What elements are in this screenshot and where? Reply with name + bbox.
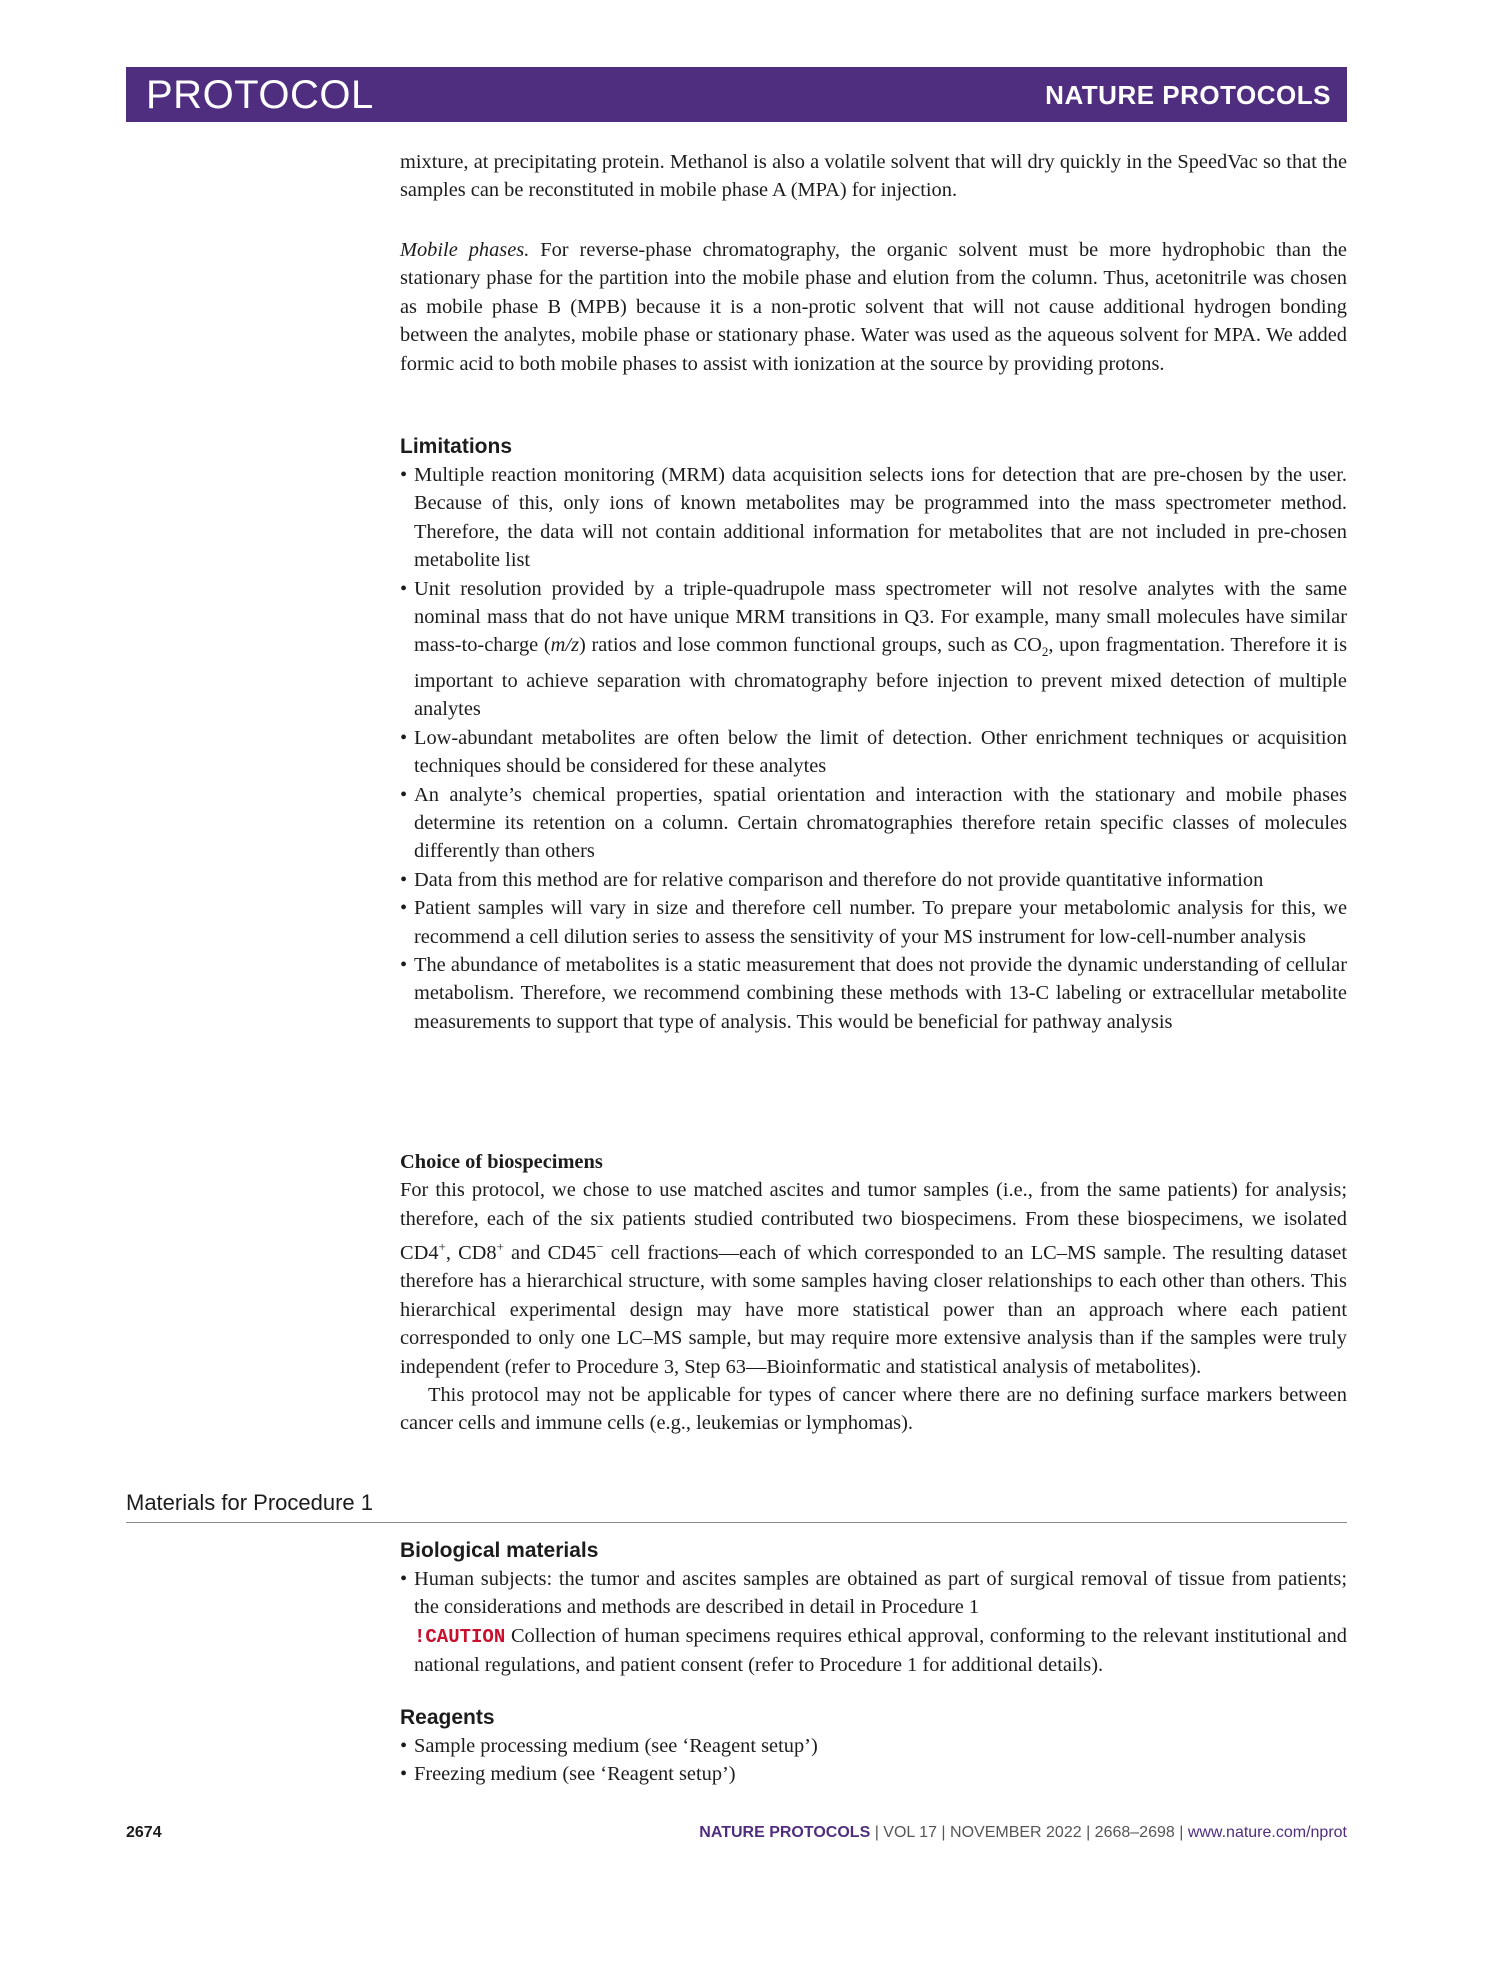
header-journal-name: NATURE PROTOCOLS: [1045, 80, 1331, 110]
materials-section-title: Materials for Procedure 1: [126, 1490, 373, 1515]
journal-url-link[interactable]: www.nature.com/nprot: [1187, 1824, 1347, 1841]
limitations-section: [400, 433, 1347, 1036]
paragraph-mobile-phases: [400, 236, 1347, 378]
limitations-heading: Limitations: [400, 435, 513, 458]
caution-note: !CAUTION Collection of human specimens requires ethical approval, conforming to the relevant institutional and national regulations, and patient consent (refer to Procedure 1 for additional details).: [414, 1624, 1347, 1677]
biospecimens-paragraph: For this protocol, we chose to use matched ascites and tumor samples (i.e., from the same patients) for analysis; therefore, each of the six patients studied contributed two biospecimens. From these biospecimens, we isolated CD4+, CD8+ and CD45− cell fractions—each of which corresponded to an LC–MS sample. The resulting dataset therefore has a hierarchical structure, with some samples having closer relationships to each other than others. This hierarchical experimental design may have more statistical power than an approach where each patient corresponded to only one LC–MS sample, but may require more extensive analysis than if the samples were truly independent (refer to Procedure 3, Step 63—Bioinformatic and statistical analysis of metabolites).: [400, 1179, 1347, 1378]
list-item: • Freezing medium (see ‘Reagent setup’): [400, 1760, 1347, 1788]
limitations-list: [400, 461, 1347, 1036]
list-item: • Sample processing medium (see ‘Reagent setup’): [400, 1732, 1347, 1760]
biological-materials-heading: Biological materials: [400, 1539, 599, 1562]
biospecimens-heading: Choice of biospecimens: [400, 1151, 603, 1173]
materials-section-bar: [126, 1486, 1347, 1523]
list-item: • An analyte’s chemical properties, spatial orientation and interaction with the stationary and mobile phases determine its retention on a column. Certain chromatographies therefore retain specific classes of molecules differently than others: [400, 781, 1347, 866]
biospecimens-paragraph-2: This protocol may not be applicable for types of cancer where there are no defining surface markers between cancer cells and immune cells (e.g., leukemias or lymphomas).: [400, 1384, 1347, 1435]
list-item: • Human subjects: the tumor and ascites samples are obtained as part of surgical removal of tissue from patients; the considerations and methods are described in detail in Procedure 1: [400, 1565, 1347, 1622]
list-item: • Multiple reaction monitoring (MRM) data acquisition selects ions for detection that are pre-chosen by the user. Because of this, only ions of known metabolites may be programmed into the mass spectrometer method. Therefore, the data will not contain additional information for metabolites that are not included in pre-chosen metabolite list: [400, 461, 1347, 575]
reagents-heading: Reagents: [400, 1706, 495, 1729]
list-item: • Data from this method are for relative comparison and therefore do not provide quantitative information: [400, 866, 1347, 894]
list-item: • Low-abundant metabolites are often below the limit of detection. Other enrichment techniques or acquisition techniques should be considered for these analytes: [400, 724, 1347, 781]
page-number: 2674: [126, 1824, 162, 1841]
mobile-phases-lead: Mobile phases.: [400, 239, 530, 261]
biological-materials-section: [400, 1537, 1347, 1680]
list-item: • Patient samples will vary in size and therefore cell number. To prepare your metabolomic analysis for this, we recommend a cell dilution series to assess the sensitivity of your MS instrument for low-cell-number analysis: [400, 894, 1347, 951]
footer-citation: NATURE PROTOCOLS | VOL 17 | NOVEMBER 2022 | 2668–2698 | www.nature.com/nprot: [699, 1824, 1347, 1841]
list-item: • The abundance of metabolites is a static measurement that does not provide the dynamic understanding of cellular metabolism. Therefore, we recommend combining these methods with 13-C labeling or extracellular metabolite measurements to support that type of analysis. This would be beneficial for pathway analysis: [400, 951, 1347, 1036]
header-bar: [126, 67, 1347, 122]
biospecimens-section: [400, 1148, 1347, 1438]
paragraph-methanol: mixture, at precipitating protein. Methanol is also a volatile solvent that will dry quickly in the SpeedVac so that the samples can be reconstituted in mobile phase A (MPA) for injection.: [400, 151, 1347, 202]
reagents-section: [400, 1704, 1347, 1789]
header-protocol-label: PROTOCOL: [146, 73, 374, 117]
list-item: • Unit resolution provided by a triple-quadrupole mass spectrometer will not resolve analytes with the same nominal mass that do not have unique MRM transitions in Q3. For example, many small molecules have similar mass-to-charge (m/z) ratios and lose common functional groups, such as $CO_2$, upon fragmentation. Therefore it is important to achieve separation with chromatography before injection to prevent mixed detection of multiple analytes: [400, 575, 1347, 724]
mobile-phases-text: For reverse-phase chromatography, the organic solvent must be more hydrophobic than the stationary phase for the partition into the mobile phase and elution from the column. Thus, acetonitrile was chosen as mobile phase B (MPB) because it is a non-protic solvent that will not cause additional hydrogen bonding between the analytes, mobile phase or stationary phase. Water was used as the aqueous solvent for MPA. We added formic acid to both mobile phases to assist with ionization at the source by providing protons.: [400, 239, 1347, 375]
caution-label: !CAUTION: [414, 1625, 506, 1648]
